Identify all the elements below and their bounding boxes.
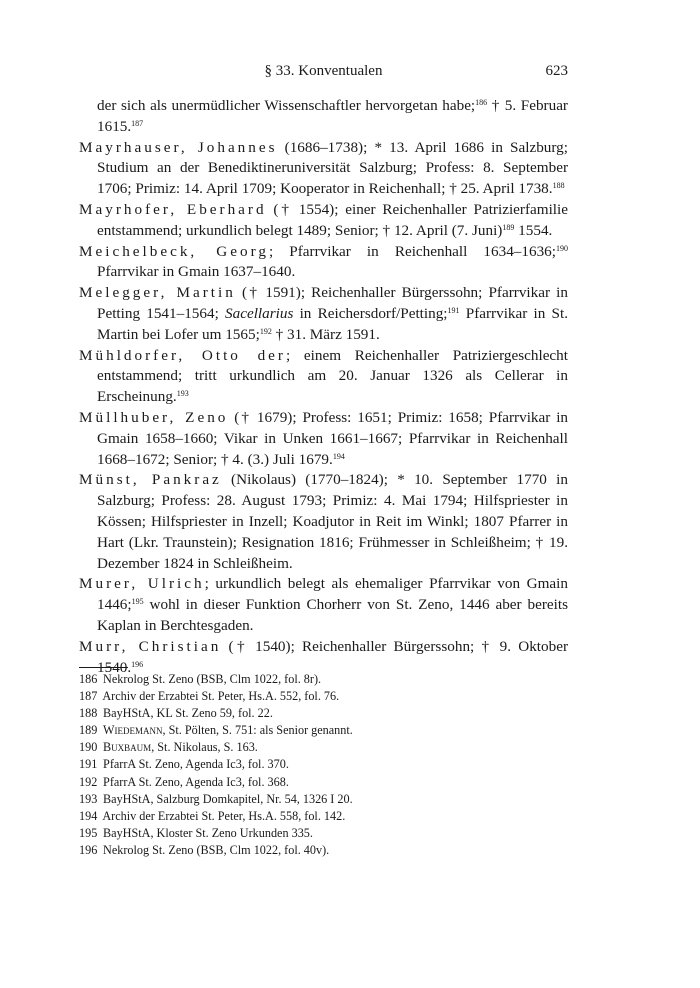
footnote-number: 186 [79, 672, 98, 686]
main-text [79, 96, 568, 678]
running-title: § 33. Konventualen [264, 63, 383, 79]
author-name: Wiedemann [103, 723, 163, 738]
footnote-ref: 189 [502, 222, 515, 232]
footnote-ref: 195 [131, 597, 144, 607]
footnotes [79, 671, 568, 859]
footnote-number: 193 [79, 791, 98, 806]
footnote-number: 192 [79, 774, 98, 789]
running-header [79, 63, 568, 85]
entry-text: († 1591); Reichenhaller Bürgerssohn; Pfarrvikar in Petting 1541–1564; [97, 284, 568, 322]
entry-text: ; Pfarrvikar in Reichenhall 1634–1636; [268, 242, 556, 260]
footnote-number: 190 [79, 740, 98, 755]
entry [79, 574, 568, 636]
footnote-text: , St. Pölten, S. 751: als Senior genannt. [162, 723, 353, 738]
footnote [79, 722, 568, 739]
footnote-number: 195 [79, 825, 98, 840]
footnote-text: PfarrA St. Zeno, Agenda Ic3, fol. 368. [103, 774, 289, 789]
entry-name: Mayrhauser, Johannes [79, 138, 278, 156]
footnote-number: 189 [79, 723, 98, 738]
footnote-ref: 186 [475, 98, 488, 107]
footnote-ref: 194 [332, 451, 345, 461]
entry-text: († 1679); Profess: 1651; Primiz: 1658; Pfarrvikar in Gmain 1658–1660; Vikar in Unken 1661–1667; Pfarrvikar in Reichenhall 1668–1672; Senior; † 4. (3.) Juli 1679. [97, 408, 569, 468]
footnote-number: 194 [79, 808, 98, 823]
footnote [79, 756, 568, 773]
footnote [79, 825, 568, 842]
entry-text: († 1540); Reichenhaller Bürgerssohn; † 9. Oktober 1540. [97, 637, 569, 676]
entry [79, 138, 568, 200]
entry-text: † 31. März 1591. [271, 325, 380, 343]
footnote [79, 808, 568, 825]
footnote-text: BayHStA, Kloster St. Zeno Urkunden 335. [103, 825, 313, 840]
footnote-number: 187 [79, 689, 98, 704]
footnote-separator [79, 667, 128, 668]
entry-text: (Nikolaus) (1770–1824); * 10. September 1770 in Salzburg; Profess: 28. August 1793; Primiz: 4. Mai 1794; Hilfspriester in Kössen; Hilfspriester in Inzell; Koadjutor in Reit im Winkl; 1807 Pfarrer in Hart (Lkr. Traunstein); Resignation 1816; Frühmesser in Schleißheim; † 19. Dezember 1824 in Schleißheim. [97, 471, 568, 572]
footnote [79, 842, 568, 859]
entry-name: Melegger, Martin [79, 284, 236, 302]
footnote-number: 188 [79, 706, 98, 721]
entry-name: Mayrhofer, Eberhard [79, 200, 267, 218]
footnote [79, 705, 568, 722]
entry-name: Münst, Pankraz [79, 471, 222, 489]
italic-term: Sacellarius [225, 304, 294, 322]
footnote-text: Archiv der Erzabtei St. Peter, Hs.A. 552, fol. 76. [102, 689, 340, 704]
continuation-paragraph: der sich als unermüdlicher Wissenschaftler hervorgetan habe;$^{186}$ † 5. Februar 1615.$^{187}$ [97, 97, 568, 135]
entry-text: ; urkundlich belegt als ehemaliger Pfarrvikar von Gmain 1446; [97, 575, 568, 614]
footnote-ref: 188 [552, 181, 565, 191]
entry-text: Pfarrvikar in St. Martin bei Lofer um 1565; [97, 304, 569, 343]
footnote-text: , St. Nikolaus, S. 163. [151, 740, 258, 755]
footnote-ref: 191 [447, 305, 460, 315]
footnote [79, 791, 568, 808]
footnote [79, 739, 568, 756]
footnote [79, 671, 568, 688]
entry-text: (1686–1738); * 13. April 1686 in Salzburg; Studium an der Benediktineruniversität Salzburg; Profess: 8. September 1706; Primiz: 14. April 1709; Kooperator in Reichenhall; † 25. April 1738. [97, 138, 568, 198]
footnote-ref: 193 [176, 389, 189, 399]
footnote-ref: 192 [259, 326, 272, 336]
entry [79, 200, 568, 242]
author-name: Buxbaum [103, 740, 152, 755]
footnote-ref: 187 [131, 118, 144, 128]
entry-text: in Reichersdorf/Petting; [293, 304, 448, 322]
footnote [79, 774, 568, 791]
page-number: 623 [545, 63, 568, 79]
entry-name: Müllhuber, Zeno [79, 408, 229, 426]
entry-name: Meichelbeck, Georg [79, 242, 269, 260]
footnote [79, 688, 568, 705]
footnote-number: 196 [79, 842, 98, 857]
entry-text: ; einem Reichenhaller Patriziergeschlecht entstammend; tritt urkundlich am 20. Januar 1326 als Cellerar in Erscheinung. [97, 346, 568, 406]
footnote-text: BayHStA, Salzburg Domkapitel, Nr. 54, 1326 I 20. [103, 791, 353, 806]
entry-name: Murer, Ulrich [79, 575, 205, 593]
entry-name: Murr, Christian [79, 637, 222, 655]
entry-text: 1554. [514, 221, 553, 239]
entry-list [79, 138, 568, 679]
footnote-text: Nekrolog St. Zeno (BSB, Clm 1022, fol. 8r). [103, 672, 322, 686]
footnote-text: Nekrolog St. Zeno (BSB, Clm 1022, fol. 40v). [103, 842, 330, 857]
footnote-text: PfarrA St. Zeno, Agenda Ic3, fol. 370. [103, 757, 289, 772]
footnote-text: Archiv der Erzabtei St. Peter, Hs.A. 558, fol. 142. [102, 808, 346, 823]
entry [79, 283, 568, 345]
footnote-ref: 196 [131, 659, 144, 669]
footnote-number: 191 [79, 757, 98, 772]
entry-text: Pfarrvikar in Gmain 1637–1640. [97, 263, 296, 281]
entry-text: († 1554); einer Reichenhaller Patrizierfamilie entstammend; urkundlich belegt 1489; Senior; † 12. April (7. Juni) [97, 200, 568, 239]
entry-text: wohl in dieser Funktion Chorherr von St. Zeno, 1446 aber bereits Kaplan in Berchtesgaden. [97, 596, 568, 634]
footnote-ref: 190 [556, 243, 568, 253]
entry [79, 408, 568, 470]
entry [79, 346, 568, 408]
footnote-text: BayHStA, KL St. Zeno 59, fol. 22. [103, 706, 273, 721]
entry [79, 242, 568, 284]
entry [79, 470, 568, 574]
entry-name: Mühldorfer, Otto der [79, 346, 286, 364]
